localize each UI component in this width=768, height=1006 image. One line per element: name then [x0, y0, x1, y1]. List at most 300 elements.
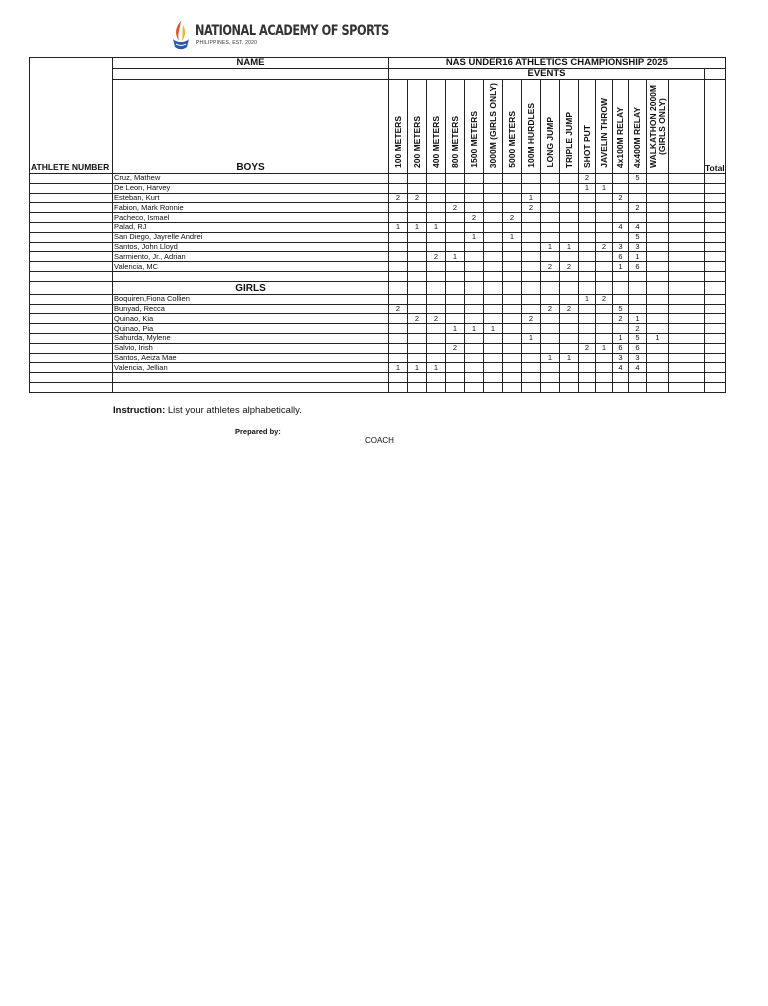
event-mark — [446, 271, 465, 281]
event-mark: 1 — [596, 183, 613, 193]
event-header — [484, 80, 503, 174]
event-mark — [647, 343, 669, 353]
event-mark — [446, 242, 465, 252]
events-blank — [705, 69, 726, 80]
event-mark — [465, 343, 484, 353]
event-mark — [647, 314, 669, 324]
total-cell — [705, 174, 726, 184]
event-mark — [647, 363, 669, 373]
athlete-name: Valencia, MC — [113, 262, 389, 272]
athlete-name: Pacheco, Ismael — [113, 213, 389, 223]
event-mark — [629, 373, 647, 383]
event-mark — [579, 232, 596, 242]
event-mark — [427, 304, 446, 314]
event-mark — [596, 363, 613, 373]
event-mark — [596, 304, 613, 314]
event-mark — [541, 213, 560, 223]
event-mark: 2 — [522, 314, 541, 324]
event-mark: 1 — [541, 353, 560, 363]
event-header — [522, 80, 541, 174]
event-mark — [389, 203, 408, 213]
event-mark — [389, 183, 408, 193]
event-mark — [596, 314, 613, 324]
event-header — [427, 80, 446, 174]
event-mark — [596, 333, 613, 343]
event-mark — [613, 213, 629, 223]
total-cell — [705, 242, 726, 252]
event-header — [629, 80, 647, 174]
event-mark — [522, 174, 541, 184]
athlete-number-cell[interactable] — [30, 262, 113, 272]
event-mark — [596, 213, 613, 223]
event-mark: 1 — [629, 314, 647, 324]
event-mark — [389, 314, 408, 324]
event-mark — [484, 314, 503, 324]
event-mark — [465, 333, 484, 343]
event-label: 400 METERS — [430, 116, 441, 168]
athlete-name: Boquiren,Fiona Collien — [113, 294, 389, 304]
total-cell — [705, 373, 726, 383]
event-mark — [647, 373, 669, 383]
event-mark: 5 — [629, 333, 647, 343]
event-mark — [647, 213, 669, 223]
event-mark — [484, 271, 503, 281]
event-mark — [522, 252, 541, 262]
event-mark: 2 — [560, 262, 579, 272]
event-mark: 1 — [427, 222, 446, 232]
coach-label: COACH — [365, 436, 394, 445]
athlete-number-cell[interactable] — [30, 213, 113, 223]
athlete-number-cell[interactable] — [30, 222, 113, 232]
event-mark — [503, 343, 522, 353]
event-mark — [579, 382, 596, 392]
event-mark — [465, 222, 484, 232]
event-mark — [408, 271, 427, 281]
total-cell — [705, 294, 726, 304]
event-mark — [579, 353, 596, 363]
event-mark — [596, 271, 613, 281]
table-row — [30, 373, 726, 383]
event-mark — [427, 183, 446, 193]
event-mark: 1 — [408, 363, 427, 373]
total-header: Total — [705, 80, 726, 174]
athlete-number-cell[interactable] — [30, 174, 113, 184]
blank-cell — [669, 281, 705, 294]
event-mark — [408, 242, 427, 252]
athlete-name: Fabion, Mark Ronnie — [113, 203, 389, 213]
athlete-number-cell[interactable] — [30, 242, 113, 252]
athlete-number-cell[interactable] — [30, 203, 113, 213]
event-mark — [427, 333, 446, 343]
event-label: 3000M (GIRLS ONLY) — [487, 82, 498, 168]
event-mark — [560, 314, 579, 324]
table-row — [30, 183, 726, 193]
event-mark — [522, 213, 541, 223]
event-mark — [465, 193, 484, 203]
event-mark — [503, 314, 522, 324]
event-mark: 2 — [503, 213, 522, 223]
total-cell — [705, 382, 726, 392]
event-mark — [465, 271, 484, 281]
event-mark — [560, 183, 579, 193]
girls-section-header: GIRLS — [113, 281, 389, 294]
event-mark: 1 — [560, 242, 579, 252]
event-mark: 2 — [427, 252, 446, 262]
event-mark — [446, 373, 465, 383]
event-mark — [389, 242, 408, 252]
event-label: 100 METERS — [392, 116, 403, 168]
event-mark — [446, 193, 465, 203]
event-mark — [427, 382, 446, 392]
event-mark — [484, 304, 503, 314]
event-mark — [522, 343, 541, 353]
event-mark — [541, 324, 560, 334]
event-mark — [503, 193, 522, 203]
event-mark — [560, 252, 579, 262]
event-mark — [408, 232, 427, 242]
logo-wordmark: NATIONAL ACADEMY OF SPORTS — [195, 23, 389, 39]
event-mark: 3 — [629, 353, 647, 363]
spare-cell — [669, 314, 705, 324]
event-mark — [503, 363, 522, 373]
table-row — [30, 232, 726, 242]
event-mark — [629, 304, 647, 314]
table-row — [30, 252, 726, 262]
event-mark — [465, 203, 484, 213]
event-mark — [484, 213, 503, 223]
prepared-by-label: Prepared by: — [235, 427, 281, 436]
event-mark — [613, 382, 629, 392]
events-header: EVENTS — [389, 69, 705, 80]
athlete-number-cell[interactable] — [30, 271, 113, 281]
event-mark — [465, 314, 484, 324]
table-row — [30, 343, 726, 353]
event-mark — [579, 213, 596, 223]
spare-cell — [669, 363, 705, 373]
athlete-name: Santos, John Lloyd — [113, 242, 389, 252]
event-mark — [629, 193, 647, 203]
event-mark — [596, 382, 613, 392]
athlete-number-cell[interactable] — [30, 373, 113, 383]
athlete-name: Palad, RJ — [113, 222, 389, 232]
event-mark: 2 — [596, 242, 613, 252]
header-row-2 — [30, 69, 726, 80]
event-mark — [560, 203, 579, 213]
event-mark: 2 — [389, 304, 408, 314]
event-mark — [541, 363, 560, 373]
event-mark: 1 — [389, 222, 408, 232]
event-mark: 1 — [647, 333, 669, 343]
event-mark — [446, 213, 465, 223]
table-row — [30, 363, 726, 373]
event-mark — [389, 294, 408, 304]
event-mark: 3 — [613, 242, 629, 252]
event-mark — [522, 382, 541, 392]
table-row — [30, 382, 726, 392]
event-mark — [465, 382, 484, 392]
event-mark — [579, 363, 596, 373]
event-mark — [522, 324, 541, 334]
event-mark — [579, 333, 596, 343]
event-mark — [541, 271, 560, 281]
event-mark — [522, 183, 541, 193]
event-mark — [408, 183, 427, 193]
event-mark — [503, 174, 522, 184]
event-mark — [629, 382, 647, 392]
event-mark — [541, 343, 560, 353]
event-mark — [579, 271, 596, 281]
event-mark — [408, 324, 427, 334]
event-mark — [484, 343, 503, 353]
event-mark — [389, 174, 408, 184]
event-mark — [613, 174, 629, 184]
event-mark — [503, 294, 522, 304]
event-mark: 1 — [427, 363, 446, 373]
spare-cell — [669, 203, 705, 213]
event-mark: 2 — [408, 193, 427, 203]
event-mark — [647, 174, 669, 184]
athlete-number-cell[interactable] — [30, 324, 113, 334]
spare-cell — [669, 262, 705, 272]
event-mark — [389, 353, 408, 363]
event-header — [389, 80, 408, 174]
athlete-number-cell[interactable] — [30, 193, 113, 203]
blank-cell — [579, 281, 596, 294]
event-mark — [446, 363, 465, 373]
event-mark: 1 — [613, 262, 629, 272]
event-mark — [446, 222, 465, 232]
event-mark — [484, 203, 503, 213]
header-row-1 — [30, 58, 726, 69]
athlete-number-cell[interactable] — [30, 314, 113, 324]
table-row — [30, 193, 726, 203]
blank-cell — [446, 281, 465, 294]
event-mark: 6 — [613, 252, 629, 262]
event-mark — [389, 213, 408, 223]
total-cell — [705, 183, 726, 193]
event-mark — [579, 314, 596, 324]
event-mark — [503, 382, 522, 392]
event-mark — [522, 304, 541, 314]
instruction-label: Instruction: — [113, 405, 166, 416]
athlete-number-cell[interactable] — [30, 363, 113, 373]
event-mark — [389, 232, 408, 242]
event-mark — [446, 232, 465, 242]
event-header — [465, 80, 484, 174]
event-mark — [541, 203, 560, 213]
event-mark — [484, 373, 503, 383]
athlete-name — [113, 271, 389, 281]
athlete-name: Valencia, Jellian — [113, 363, 389, 373]
blank-cell — [427, 281, 446, 294]
event-mark — [427, 193, 446, 203]
athlete-name: Bunyad, Recca — [113, 304, 389, 314]
event-mark — [484, 353, 503, 363]
event-mark: 1 — [579, 183, 596, 193]
athlete-number-cell[interactable] — [30, 333, 113, 343]
event-mark — [560, 232, 579, 242]
table-row — [30, 333, 726, 343]
athlete-number-cell[interactable] — [30, 382, 113, 392]
event-mark — [522, 271, 541, 281]
blank-cell — [613, 281, 629, 294]
event-mark — [427, 271, 446, 281]
event-mark — [484, 363, 503, 373]
athlete-name — [113, 382, 389, 392]
spare-cell — [669, 232, 705, 242]
event-mark — [647, 304, 669, 314]
event-mark — [427, 174, 446, 184]
event-mark: 2 — [389, 193, 408, 203]
event-header — [408, 80, 427, 174]
athlete-number-cell[interactable] — [30, 343, 113, 353]
event-mark — [408, 174, 427, 184]
event-mark — [446, 183, 465, 193]
event-mark — [427, 353, 446, 363]
event-mark — [560, 333, 579, 343]
event-mark — [647, 222, 669, 232]
event-mark — [503, 252, 522, 262]
event-mark — [465, 242, 484, 252]
event-mark — [629, 294, 647, 304]
name-header: NAME — [113, 58, 389, 69]
event-mark — [541, 382, 560, 392]
spare-cell — [669, 373, 705, 383]
event-mark — [503, 271, 522, 281]
table-row — [30, 314, 726, 324]
table-row — [30, 294, 726, 304]
event-mark — [408, 252, 427, 262]
total-cell — [705, 262, 726, 272]
event-mark — [465, 353, 484, 363]
event-mark: 4 — [629, 222, 647, 232]
blank-cell — [389, 281, 408, 294]
event-mark: 2 — [629, 324, 647, 334]
total-cell — [705, 324, 726, 334]
event-mark — [408, 213, 427, 223]
event-mark — [596, 222, 613, 232]
event-mark — [647, 252, 669, 262]
event-mark: 1 — [613, 333, 629, 343]
total-cell — [705, 213, 726, 223]
event-mark — [629, 213, 647, 223]
athlete-number-cell[interactable] — [30, 183, 113, 193]
blank-cell — [705, 281, 726, 294]
athlete-name: Esteban, Kurt — [113, 193, 389, 203]
event-mark — [446, 353, 465, 363]
event-mark — [446, 382, 465, 392]
event-mark — [408, 353, 427, 363]
event-label: TRIPLE JUMP — [563, 111, 574, 168]
nas-logo — [170, 19, 389, 53]
athlete-name — [113, 373, 389, 383]
event-mark — [613, 203, 629, 213]
event-mark — [560, 373, 579, 383]
athlete-number-cell[interactable] — [30, 232, 113, 242]
event-mark — [647, 353, 669, 363]
event-mark: 1 — [560, 353, 579, 363]
event-mark — [629, 271, 647, 281]
event-header — [503, 80, 522, 174]
event-mark: 2 — [465, 213, 484, 223]
total-cell — [705, 232, 726, 242]
event-mark — [541, 183, 560, 193]
event-mark — [647, 262, 669, 272]
event-mark — [465, 183, 484, 193]
event-mark — [465, 252, 484, 262]
event-mark — [647, 232, 669, 242]
athlete-number-cell[interactable] — [30, 353, 113, 363]
event-mark — [613, 271, 629, 281]
athlete-name: Quinao, Pia — [113, 324, 389, 334]
event-mark — [560, 222, 579, 232]
event-mark — [541, 193, 560, 203]
event-header — [579, 80, 596, 174]
event-mark: 2 — [613, 193, 629, 203]
event-mark: 2 — [560, 304, 579, 314]
event-mark — [484, 333, 503, 343]
athlete-entry-table — [29, 57, 726, 393]
event-mark — [560, 363, 579, 373]
event-label: 100M HURDLES — [525, 103, 536, 168]
event-mark — [596, 203, 613, 213]
event-mark: 1 — [446, 252, 465, 262]
event-mark — [503, 242, 522, 252]
table-row — [30, 304, 726, 314]
event-mark: 1 — [596, 343, 613, 353]
total-cell — [705, 314, 726, 324]
athlete-number-cell[interactable] — [30, 304, 113, 314]
event-mark — [484, 262, 503, 272]
event-mark — [579, 262, 596, 272]
event-mark — [647, 324, 669, 334]
spare-cell — [669, 333, 705, 343]
event-header — [596, 80, 613, 174]
table-row — [30, 174, 726, 184]
event-label: JAVELIN THROW — [598, 98, 609, 168]
event-mark — [484, 193, 503, 203]
event-label: 200 METERS — [411, 116, 422, 168]
event-mark — [465, 294, 484, 304]
event-mark — [596, 262, 613, 272]
event-label: 5000 METERS — [506, 111, 517, 168]
event-mark — [446, 314, 465, 324]
spare-cell — [669, 382, 705, 392]
event-mark — [647, 203, 669, 213]
event-mark — [522, 353, 541, 363]
event-mark: 4 — [629, 363, 647, 373]
event-mark — [484, 174, 503, 184]
event-mark — [427, 242, 446, 252]
total-cell — [705, 203, 726, 213]
event-mark — [503, 373, 522, 383]
event-mark — [503, 353, 522, 363]
total-cell — [705, 353, 726, 363]
event-mark — [465, 262, 484, 272]
event-mark — [389, 382, 408, 392]
event-mark — [596, 193, 613, 203]
event-mark — [427, 343, 446, 353]
blank-cell — [522, 281, 541, 294]
event-label: SHOT PUT — [581, 125, 592, 168]
athlete-number-cell[interactable] — [30, 294, 113, 304]
athlete-number-cell[interactable] — [30, 252, 113, 262]
event-mark — [560, 174, 579, 184]
event-mark — [427, 262, 446, 272]
event-mark — [596, 174, 613, 184]
spare-cell — [669, 222, 705, 232]
event-mark: 5 — [629, 174, 647, 184]
